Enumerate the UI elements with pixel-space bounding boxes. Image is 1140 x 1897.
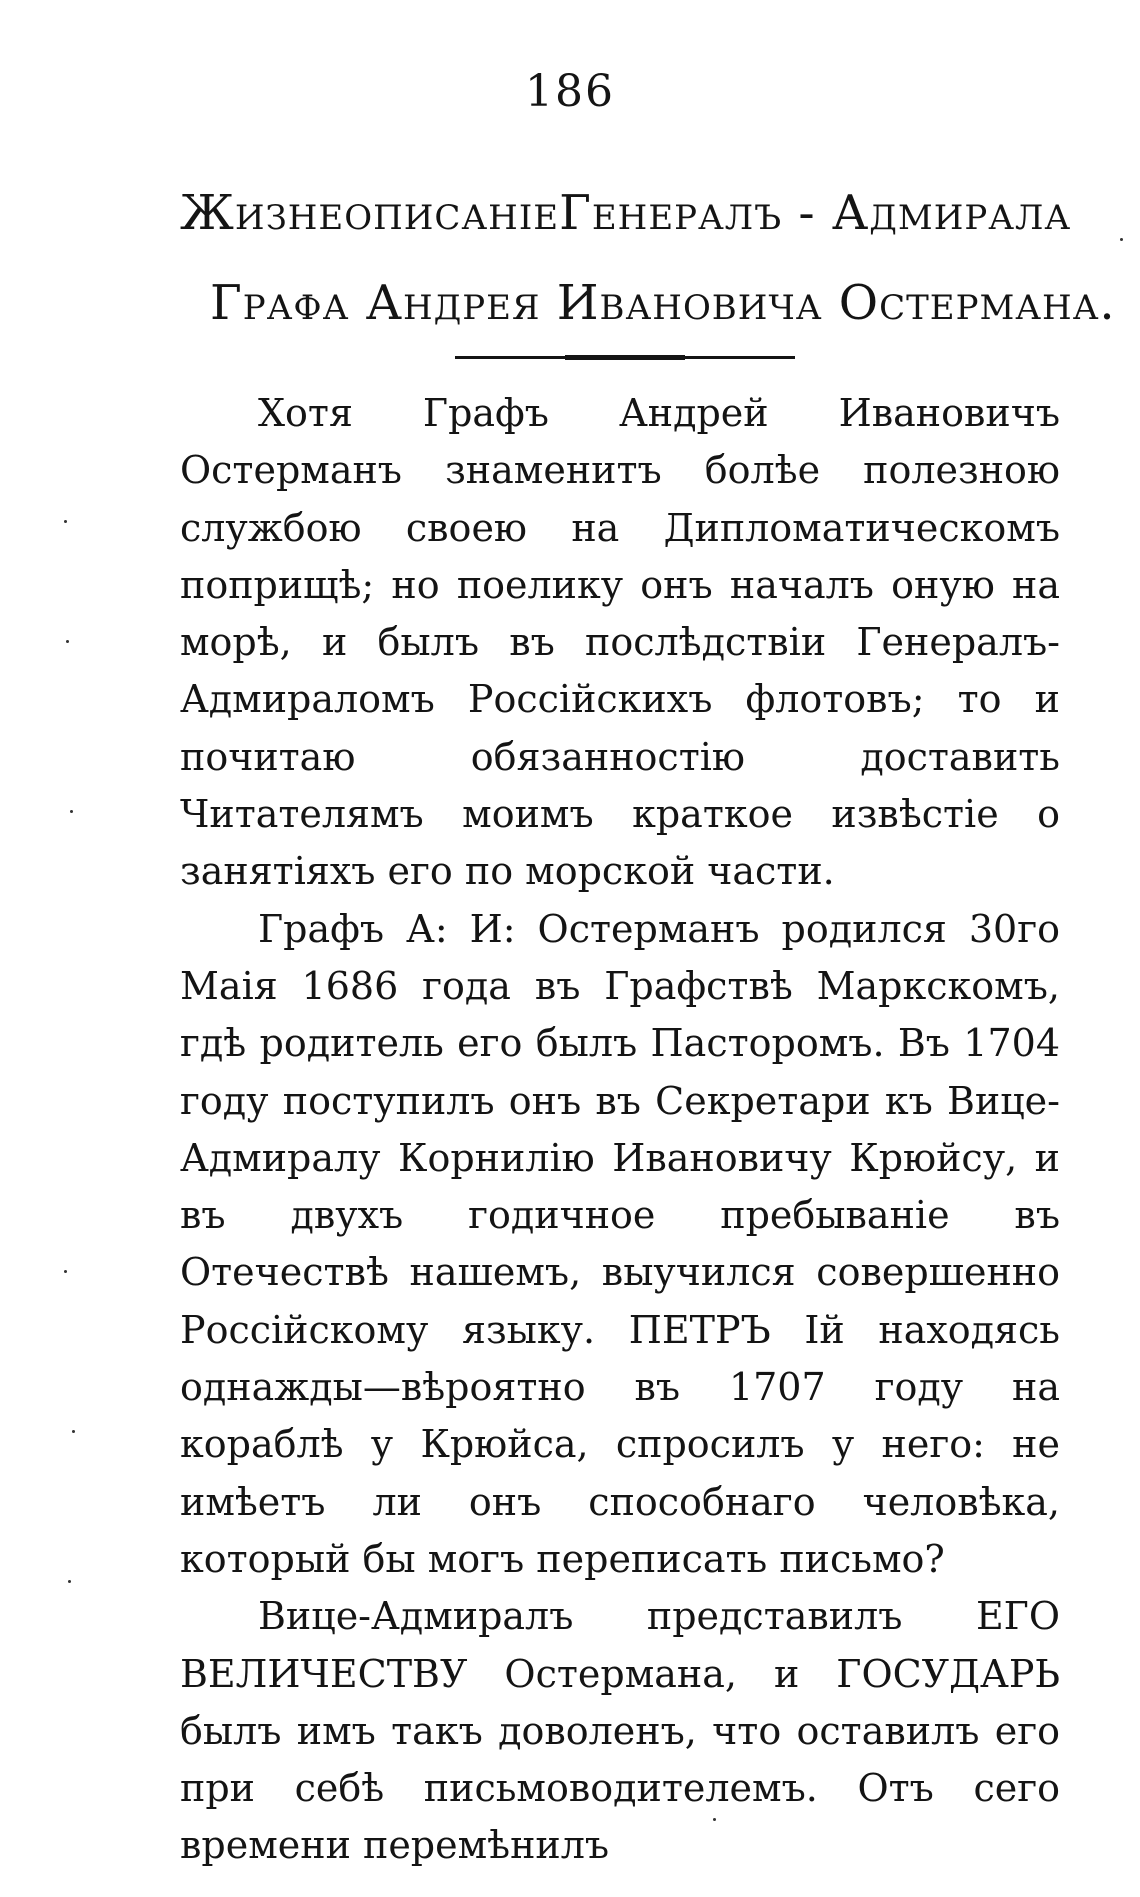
speck: [1120, 238, 1123, 241]
title-word-general-admiral: Генералъ - Адмирала: [559, 185, 1072, 241]
body-text: [180, 385, 1060, 1875]
title-word-biography: Жизнеописанiе: [180, 185, 560, 241]
speck: [64, 1270, 67, 1273]
chapter-title: [180, 168, 1116, 348]
speck: [68, 1580, 71, 1583]
speck: [66, 640, 69, 643]
paragraph-2: Графъ А: И: Остерманъ родился 30го Маiя 1686 года въ Графствѣ Маркскомъ, гдѣ родитель его былъ Пасторомъ. Въ 1704 году поступилъ онъ въ Секретари къ Вице-Адмиралу Корнилiю Ивановичу Крюйсу, и въ двухъ годичное пребыванiе въ Отечествѣ нашемъ, выучился совершенно Россiйскому языку. ПЕТРЪ Iй находясь однажды—вѣроятно въ 1707 году на кораблѣ у Крюйса, спросилъ у него: не имѣетъ ли онъ способнаго человѣка, который бы могъ переписать письмо?: [180, 906, 1060, 1581]
title-line-2: Графа Андрея Ивановича Остермана.: [210, 275, 1116, 331]
speck: [70, 810, 73, 813]
paragraph-3: Вице-Адмиралъ представилъ ЕГО ВЕЛИЧЕСТВУ Остермана, и ГОСУДАРЬ былъ имъ такъ доволенъ, что оставилъ его при себѣ письмоводителемъ. Отъ сего времени перемѣнилъ: [180, 1594, 1060, 1868]
speck: [72, 1430, 75, 1433]
paragraph-1: Хотя Графъ Андрей Ивановичъ Остерманъ знаменитъ болѣе полезною службою своею на Дипломатическомъ поприщѣ; но поелику онъ началъ оную на морѣ, и былъ въ послѣдствiи Генералъ-Адмираломъ Россiйскихъ флотовъ; то и почитаю обязанностiю доставить Читателямъ моимъ краткое извѣстiе о занятiяхъ его по морской части.: [180, 391, 1060, 894]
page-number: 186: [525, 66, 615, 117]
title-divider: [455, 356, 795, 359]
speck: [64, 520, 67, 523]
title-line-1: [180, 168, 1072, 258]
speck: [713, 1818, 716, 1821]
